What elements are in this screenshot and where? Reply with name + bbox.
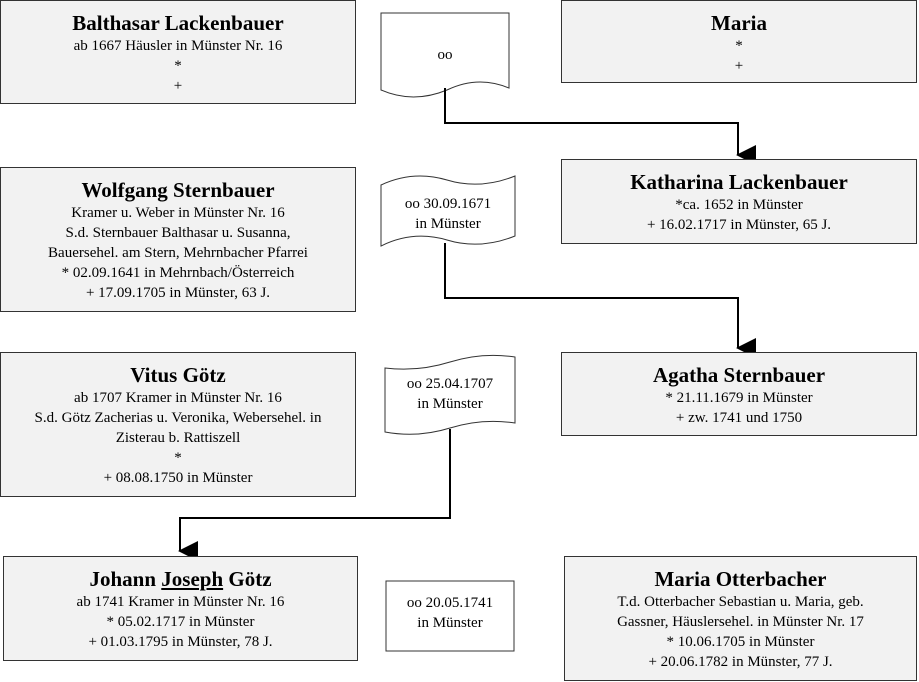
person-box-agatha-sternbauer bbox=[561, 352, 917, 436]
connector-wolfgang-agatha bbox=[445, 243, 738, 348]
person-detail: S.d. Götz Zacherias u. Veronika, Webersehel. in bbox=[34, 410, 322, 426]
person-detail: ab 1741 Kramer in Münster Nr. 16 bbox=[76, 594, 285, 610]
person-death: + bbox=[173, 78, 183, 94]
person-box-maria bbox=[561, 0, 917, 83]
person-detail: S.d. Sternbauer Balthasar u. Susanna, bbox=[65, 225, 291, 241]
person-box-wolfgang-sternbauer bbox=[0, 167, 356, 312]
person-death: + bbox=[734, 58, 744, 74]
person-birth: *ca. 1652 in Münster bbox=[675, 197, 803, 213]
person-name: Wolfgang Sternbauer bbox=[81, 178, 275, 202]
person-birth: * 05.02.1717 in Münster bbox=[106, 614, 255, 630]
marriage-place: in Münster bbox=[415, 216, 481, 232]
person-name: Katharina Lackenbauer bbox=[630, 170, 848, 194]
name-underlined-part: Joseph bbox=[161, 567, 224, 591]
person-detail: T.d. Otterbacher Sebastian u. Maria, geb. bbox=[617, 594, 864, 610]
marriage-date: oo 25.04.1707 bbox=[406, 376, 494, 392]
person-name: Maria Otterbacher bbox=[654, 567, 827, 591]
connector-balthasar-katharina bbox=[445, 88, 738, 155]
person-name: Maria bbox=[711, 11, 767, 35]
person-death: + 17.09.1705 in Münster, 63 J. bbox=[85, 285, 271, 301]
marriage-date: oo 20.05.1741 bbox=[406, 595, 494, 611]
person-box-balthasar-lackenbauer bbox=[0, 0, 356, 104]
person-birth: * bbox=[735, 38, 743, 54]
person-box-katharina-lackenbauer bbox=[561, 159, 917, 244]
name-part: Johann bbox=[89, 567, 162, 591]
person-detail: ab 1667 Häusler in Münster Nr. 16 bbox=[73, 38, 283, 54]
person-birth: * 10.06.1705 in Münster bbox=[666, 634, 815, 650]
marriage-line: oo bbox=[437, 47, 453, 63]
marriage-place: in Münster bbox=[417, 615, 483, 631]
marriage-text-4 bbox=[386, 593, 514, 633]
marriage-date: oo 30.09.1671 bbox=[404, 196, 492, 212]
person-detail: Bauersehel. am Stern, Mehrnbacher Pfarrei bbox=[48, 245, 308, 261]
person-box-johann-joseph-goetz bbox=[3, 556, 358, 661]
person-box-maria-otterbacher bbox=[564, 556, 917, 681]
person-birth: * 21.11.1679 in Münster bbox=[665, 390, 813, 406]
person-detail: Zisterau b. Rattiszell bbox=[115, 430, 241, 446]
person-death: + 01.03.1795 in Münster, 78 J. bbox=[88, 634, 273, 650]
marriage-text-1 bbox=[381, 45, 509, 65]
person-death: + 16.02.1717 in Münster, 65 J. bbox=[646, 217, 832, 233]
person-death: + 08.08.1750 in Münster bbox=[103, 470, 253, 486]
person-name: Balthasar Lackenbauer bbox=[72, 11, 284, 35]
person-birth: * bbox=[174, 450, 182, 466]
marriage-text-3 bbox=[385, 374, 515, 414]
person-name: Vitus Götz bbox=[130, 363, 226, 387]
person-name bbox=[4, 566, 357, 592]
name-part: Götz bbox=[223, 567, 272, 591]
person-death: + 20.06.1782 in Münster, 77 J. bbox=[648, 654, 833, 670]
person-name: Agatha Sternbauer bbox=[652, 363, 826, 387]
person-birth: * bbox=[174, 58, 182, 74]
person-detail: Kramer u. Weber in Münster Nr. 16 bbox=[71, 205, 285, 221]
marriage-text-2 bbox=[381, 194, 515, 234]
person-death: + zw. 1741 und 1750 bbox=[675, 410, 803, 426]
person-box-vitus-goetz bbox=[0, 352, 356, 497]
person-detail: Gassner, Häuslersehel. in Münster Nr. 17 bbox=[617, 614, 864, 630]
marriage-place: in Münster bbox=[417, 396, 483, 412]
person-birth: * 02.09.1641 in Mehrnbach/Österreich bbox=[61, 265, 295, 281]
person-detail: ab 1707 Kramer in Münster Nr. 16 bbox=[74, 390, 282, 406]
